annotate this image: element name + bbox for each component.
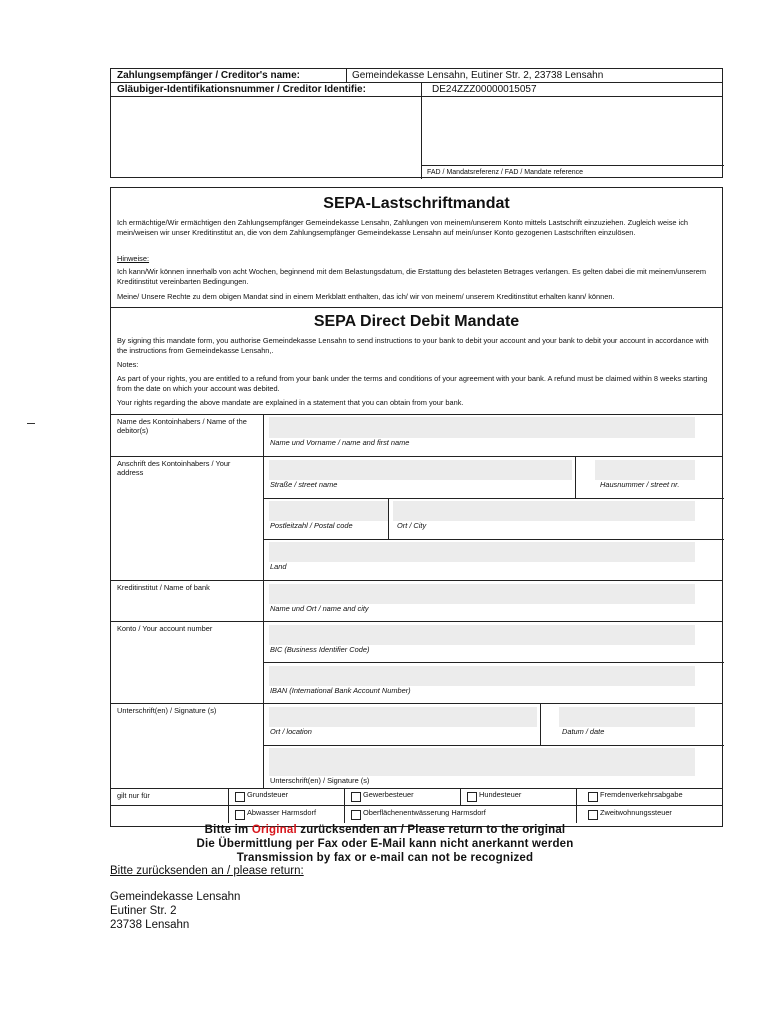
english-notes-label: Notes: (117, 360, 139, 369)
checkbox-icon[interactable] (351, 810, 361, 820)
valid-for-row-2 (111, 805, 722, 822)
debtor-name-caption: Name und Vorname / name and first name (270, 438, 410, 447)
checkbox-icon[interactable] (467, 792, 477, 802)
debtor-name-label: Name des Kontoinhabers / Name of the debitor(s) (111, 415, 264, 457)
checkbox-icon[interactable] (351, 792, 361, 802)
country-field[interactable] (269, 542, 695, 562)
margin-mark (27, 423, 35, 424)
location-caption: Ort / location (270, 727, 312, 736)
location-field[interactable] (269, 707, 537, 727)
street-caption: Straße / street name (270, 480, 338, 489)
creditor-id-text: DE24ZZZ00000015057 (432, 84, 537, 95)
checkbox-label: Oberflächenentwässerung Harmsdorf (363, 808, 486, 817)
creditor-value: Gemeindekasse Lensahn, Eutiner Str. 2, 23738 Lensahn (346, 69, 603, 83)
valid-for-label: gilt nur für (117, 791, 150, 800)
date-field[interactable] (559, 707, 695, 727)
address-label: Anschrift des Kontoinhabers / Your address (111, 457, 264, 581)
signature-field[interactable] (269, 748, 695, 776)
fax-notice-german: Die Übermittlung per Fax oder E-Mail kann nicht anerkannt werden (196, 838, 574, 850)
signature-label: Unterschrift(en) / Signature (s) (111, 704, 264, 788)
bic-field[interactable] (269, 625, 695, 645)
street-divider (575, 457, 576, 499)
country-caption: Land (270, 562, 287, 571)
return-address-line-3: 23738 Lensahn (110, 919, 190, 931)
creditor-row (111, 69, 722, 83)
checkbox-grundsteuer[interactable] (228, 788, 344, 805)
location-divider (540, 704, 541, 745)
section-divider (111, 307, 722, 308)
zip-divider (388, 498, 389, 540)
return-original-line (0, 823, 770, 837)
iban-field[interactable] (269, 666, 695, 686)
return-line-prefix: Bitte im (204, 824, 252, 836)
german-paragraph-2: Ich kann/Wir können innerhalb von acht Wochen, beginnend mit dem Belastungsdatum, die Erstattung des belasteten Betrages verlangen. Es gelten dabei die mit meinem/unserem Kreditinstitut vereinbarten Bedingungen. (117, 267, 706, 286)
signature-row-divider (264, 745, 724, 746)
return-address-line-1: Gemeindekasse Lensahn (110, 891, 241, 903)
send-to-label: Bitte zurücksenden an / please return: (110, 865, 304, 877)
german-paragraph-3: Meine/ Unsere Rechte zu dem obigen Mandat sind in einem Merkblatt enthalten, das ich/ wir von meinem/ unserem Kreditinstitut erhalten kann/ können. (117, 292, 615, 301)
debtor-name-field[interactable] (269, 417, 695, 438)
city-caption: Ort / City (397, 521, 427, 530)
mandate-reference-label: FAD / Mandatsreferenz / FAD / Mandate reference (421, 165, 724, 179)
account-row-divider (264, 662, 724, 663)
return-address-line-2: Eutiner Str. 2 (110, 905, 177, 917)
checkbox-abwasser-harmsdorf[interactable] (228, 806, 344, 823)
return-original-highlight: Original (251, 824, 297, 836)
mandate-form (110, 187, 723, 827)
fax-notice-english: Transmission by fax or e-mail can not be recognized (236, 852, 534, 864)
checkbox-icon[interactable] (588, 810, 598, 820)
account-label: Konto / Your account number (111, 622, 264, 704)
checkbox-label: Abwasser Harmsdorf (247, 808, 316, 817)
german-paragraph-1: Ich ermächtige/Wir ermächtigen den Zahlungsempfänger Gemeindekasse Lensahn, Zahlungen von meinem/unserem Konto mittels Lastschrift einzuziehen. Zugleich weise ich mein/weisen wir unser Kreditinstitut an, die von dem Zahlungsempfänger Gemeindekasse Lensahn auf mein/unser Konto gezogenen Lastschriften einzulösen. (117, 218, 689, 237)
english-title: SEPA Direct Debit Mandate (313, 313, 520, 330)
creditor-id-label: Gläubiger-Identifikationsnummer / Creditor Identifie: (117, 84, 366, 95)
iban-caption: IBAN (International Bank Account Number) (270, 686, 411, 695)
checkbox-oberflaechenentwaesserung[interactable] (344, 806, 576, 823)
date-caption: Datum / date (562, 727, 605, 736)
checkbox-label: Gewerbesteuer (363, 790, 414, 799)
creditor-header-table (110, 68, 723, 178)
city-field[interactable] (393, 501, 695, 521)
house-number-field[interactable] (595, 460, 695, 480)
address-row-divider (264, 498, 724, 499)
bank-name-field[interactable] (269, 584, 695, 604)
return-line-suffix: zurücksenden an / Please return to the original (296, 824, 566, 836)
english-paragraph-1: By signing this mandate form, you authorise Gemeindekasse Lensahn to send instructions to your bank to debit your account and your bank to debit your account in accordance with the instructions from Gemeindekasse Lensahn,. (117, 336, 709, 355)
creditor-label: Zahlungsempfänger / Creditor's name: (117, 70, 300, 81)
bank-name-caption: Name und Ort / name and city (270, 604, 369, 613)
checkbox-gewerbesteuer[interactable] (344, 788, 460, 805)
checkbox-icon[interactable] (235, 792, 245, 802)
address-row-divider-2 (264, 539, 724, 540)
checkbox-icon[interactable] (588, 792, 598, 802)
bank-label: Kreditinstitut / Name of bank (111, 581, 264, 622)
checkbox-zweitwohnungssteuer[interactable] (576, 806, 724, 823)
checkbox-label: Fremdenverkehrsabgabe (600, 790, 683, 799)
checkbox-label: Hundesteuer (479, 790, 522, 799)
english-paragraph-2: As part of your rights, you are entitled to a refund from your bank under the terms and conditions of your agreement with your bank. A refund must be claimed within 8 weeks starting from the date on which your account was debited. (117, 374, 708, 393)
checkbox-fremdenverkehrsabgabe[interactable] (576, 788, 724, 805)
checkbox-label: Zweitwohnungssteuer (600, 808, 672, 817)
postal-code-caption: Postleitzahl / Postal code (270, 521, 353, 530)
german-title: SEPA-Lastschriftmandat (323, 195, 510, 212)
bic-caption: BIC (Business Identifier Code) (270, 645, 370, 654)
signature-caption: Unterschrift(en) / Signature (s) (270, 776, 370, 785)
street-field[interactable] (269, 460, 572, 480)
german-hints-label: Hinweise: (117, 254, 150, 263)
valid-for-row-1 (111, 788, 722, 805)
postal-code-field[interactable] (269, 501, 389, 521)
english-paragraph-3: Your rights regarding the above mandate are explained in a statement that you can obtain from your bank. (117, 398, 464, 407)
checkbox-label: Grundsteuer (247, 790, 289, 799)
checkbox-icon[interactable] (235, 810, 245, 820)
house-number-caption: Hausnummer / street nr. (600, 480, 680, 489)
checkbox-hundesteuer[interactable] (460, 788, 576, 805)
